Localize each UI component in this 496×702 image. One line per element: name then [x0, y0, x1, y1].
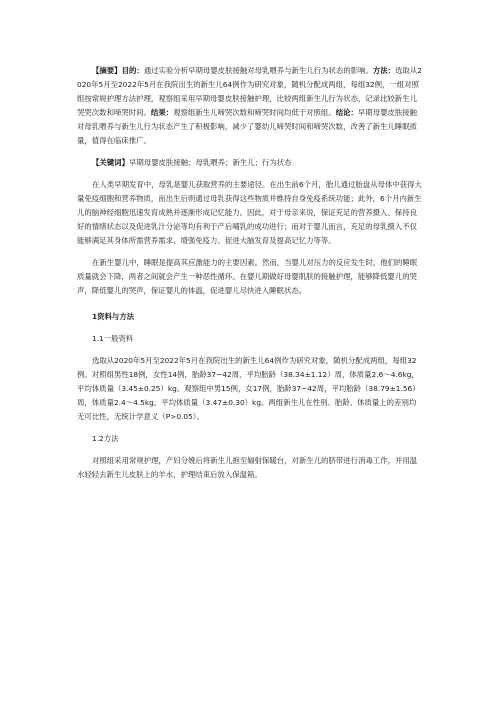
keywords-paragraph [77, 156, 422, 170]
result-label: 结果： [150, 108, 174, 117]
methods-paragraph: 对照组采用常规护理，产妇分娩后将新生儿抱至辐射保暖台，对新生儿的脐带进行消毒工作，并用温水轻轻去新生儿皮肤上的羊水，护理结束后放入保温箱。 [77, 456, 418, 479]
intro-paragraph-2: 在新生婴儿中，睡眠是提高其应激能力的主要因素。然而，当婴儿对压力的反应发生时，他们的睡眠质量就会下降，两者之间就会产生一种恶性循环。在婴儿期做好母婴肌肤的接触护理，能够降低婴儿的哭声，降低婴儿的哭声，保证婴儿的体温，促进婴儿尽快进入睡眠状态。 [77, 258, 418, 295]
document-body [77, 64, 422, 482]
objective-label: 目的： [121, 66, 144, 75]
keywords-tag: 【关键词】 [92, 158, 129, 167]
general-data-paragraph: 选取从2020年5月至2022年5月在我院出生的新生儿64例作为研究对象，随机分配成两组，每组32例。对照组男性18例，女性14例，胎龄37~42周，平均胎龄（38.34±1.12）周，体质量2.6～4.6kg，平均体质量（3.45±0.25）kg。观察组中男15例，女17例，胎龄37~42周，平均胎龄（38.79±1.56）周，体质量2.4～4.5kg，平均体质量（3.47±0.30）kg。两组新生儿在性别、胎龄、体质量上的差别均无可比性，无统计学意义（P>0.05）。 [77, 356, 420, 421]
method-text: 选取从2020年5月至2022年5月在我院出生的新生儿64例作为研究对象，随机分配成两组，每组32例，一组对照组按常规护理方法护理，观察组采用早期母婴皮肤接触护理，比较两组新生儿行为状态，记录比较新生儿哭哭次数和啼哭时间。 [77, 66, 422, 117]
method-label: 方法： [372, 66, 396, 75]
conclusion-text: 早期母婴皮肤接触对母乳喂养与新生儿行为状态产生了积极影响，减少了婴幼儿啼哭时间和啼哭次数，改善了新生儿睡眠质量，值得在临床推广。 [77, 108, 418, 145]
subsection-heading-1-1: 1.1一般资料 [92, 334, 134, 343]
abstract-tag: 【摘要】 [92, 66, 122, 75]
intro-paragraph-1: 在人类早期发育中，母乳是婴儿获取营养的主要途径。在出生前6个月，胎儿通过胎盘从母体中获得大量免疫细胞和营养物质，而出生后则通过母乳获得这些物质并维持自身免疫系统功能；此外，6个月内新生儿的脑神经细胞迅速发育成熟并逐渐形成记忆能力。因此，对于母亲来说，保证充足的营养摄入、保持良好的情绪状态以及促进乳汁分泌等均有利于产后哺乳的成功进行；而对于婴儿而言，充足的母乳摄入不仅能够满足其身体所需营养需求、增强免疫力、促进大脑发育及提高记忆力等等。 [77, 180, 422, 245]
result-text: 观察组新生儿啼哭次数和啼哭时间均低于对照组。 [173, 108, 336, 117]
conclusion-label: 结论： [335, 108, 358, 117]
abstract-paragraph [77, 64, 422, 148]
objective-text: 通过实验分析早期母婴皮肤接触对母乳喂养与新生儿行为状态的影响。 [143, 66, 373, 75]
subsection-heading-1-2: 1.2方法 [92, 434, 119, 443]
section-heading: 1资料与方法 [92, 312, 135, 321]
keywords-text: 早期母婴皮肤接触；母乳喂养；新生儿；行为状态 [128, 158, 292, 167]
